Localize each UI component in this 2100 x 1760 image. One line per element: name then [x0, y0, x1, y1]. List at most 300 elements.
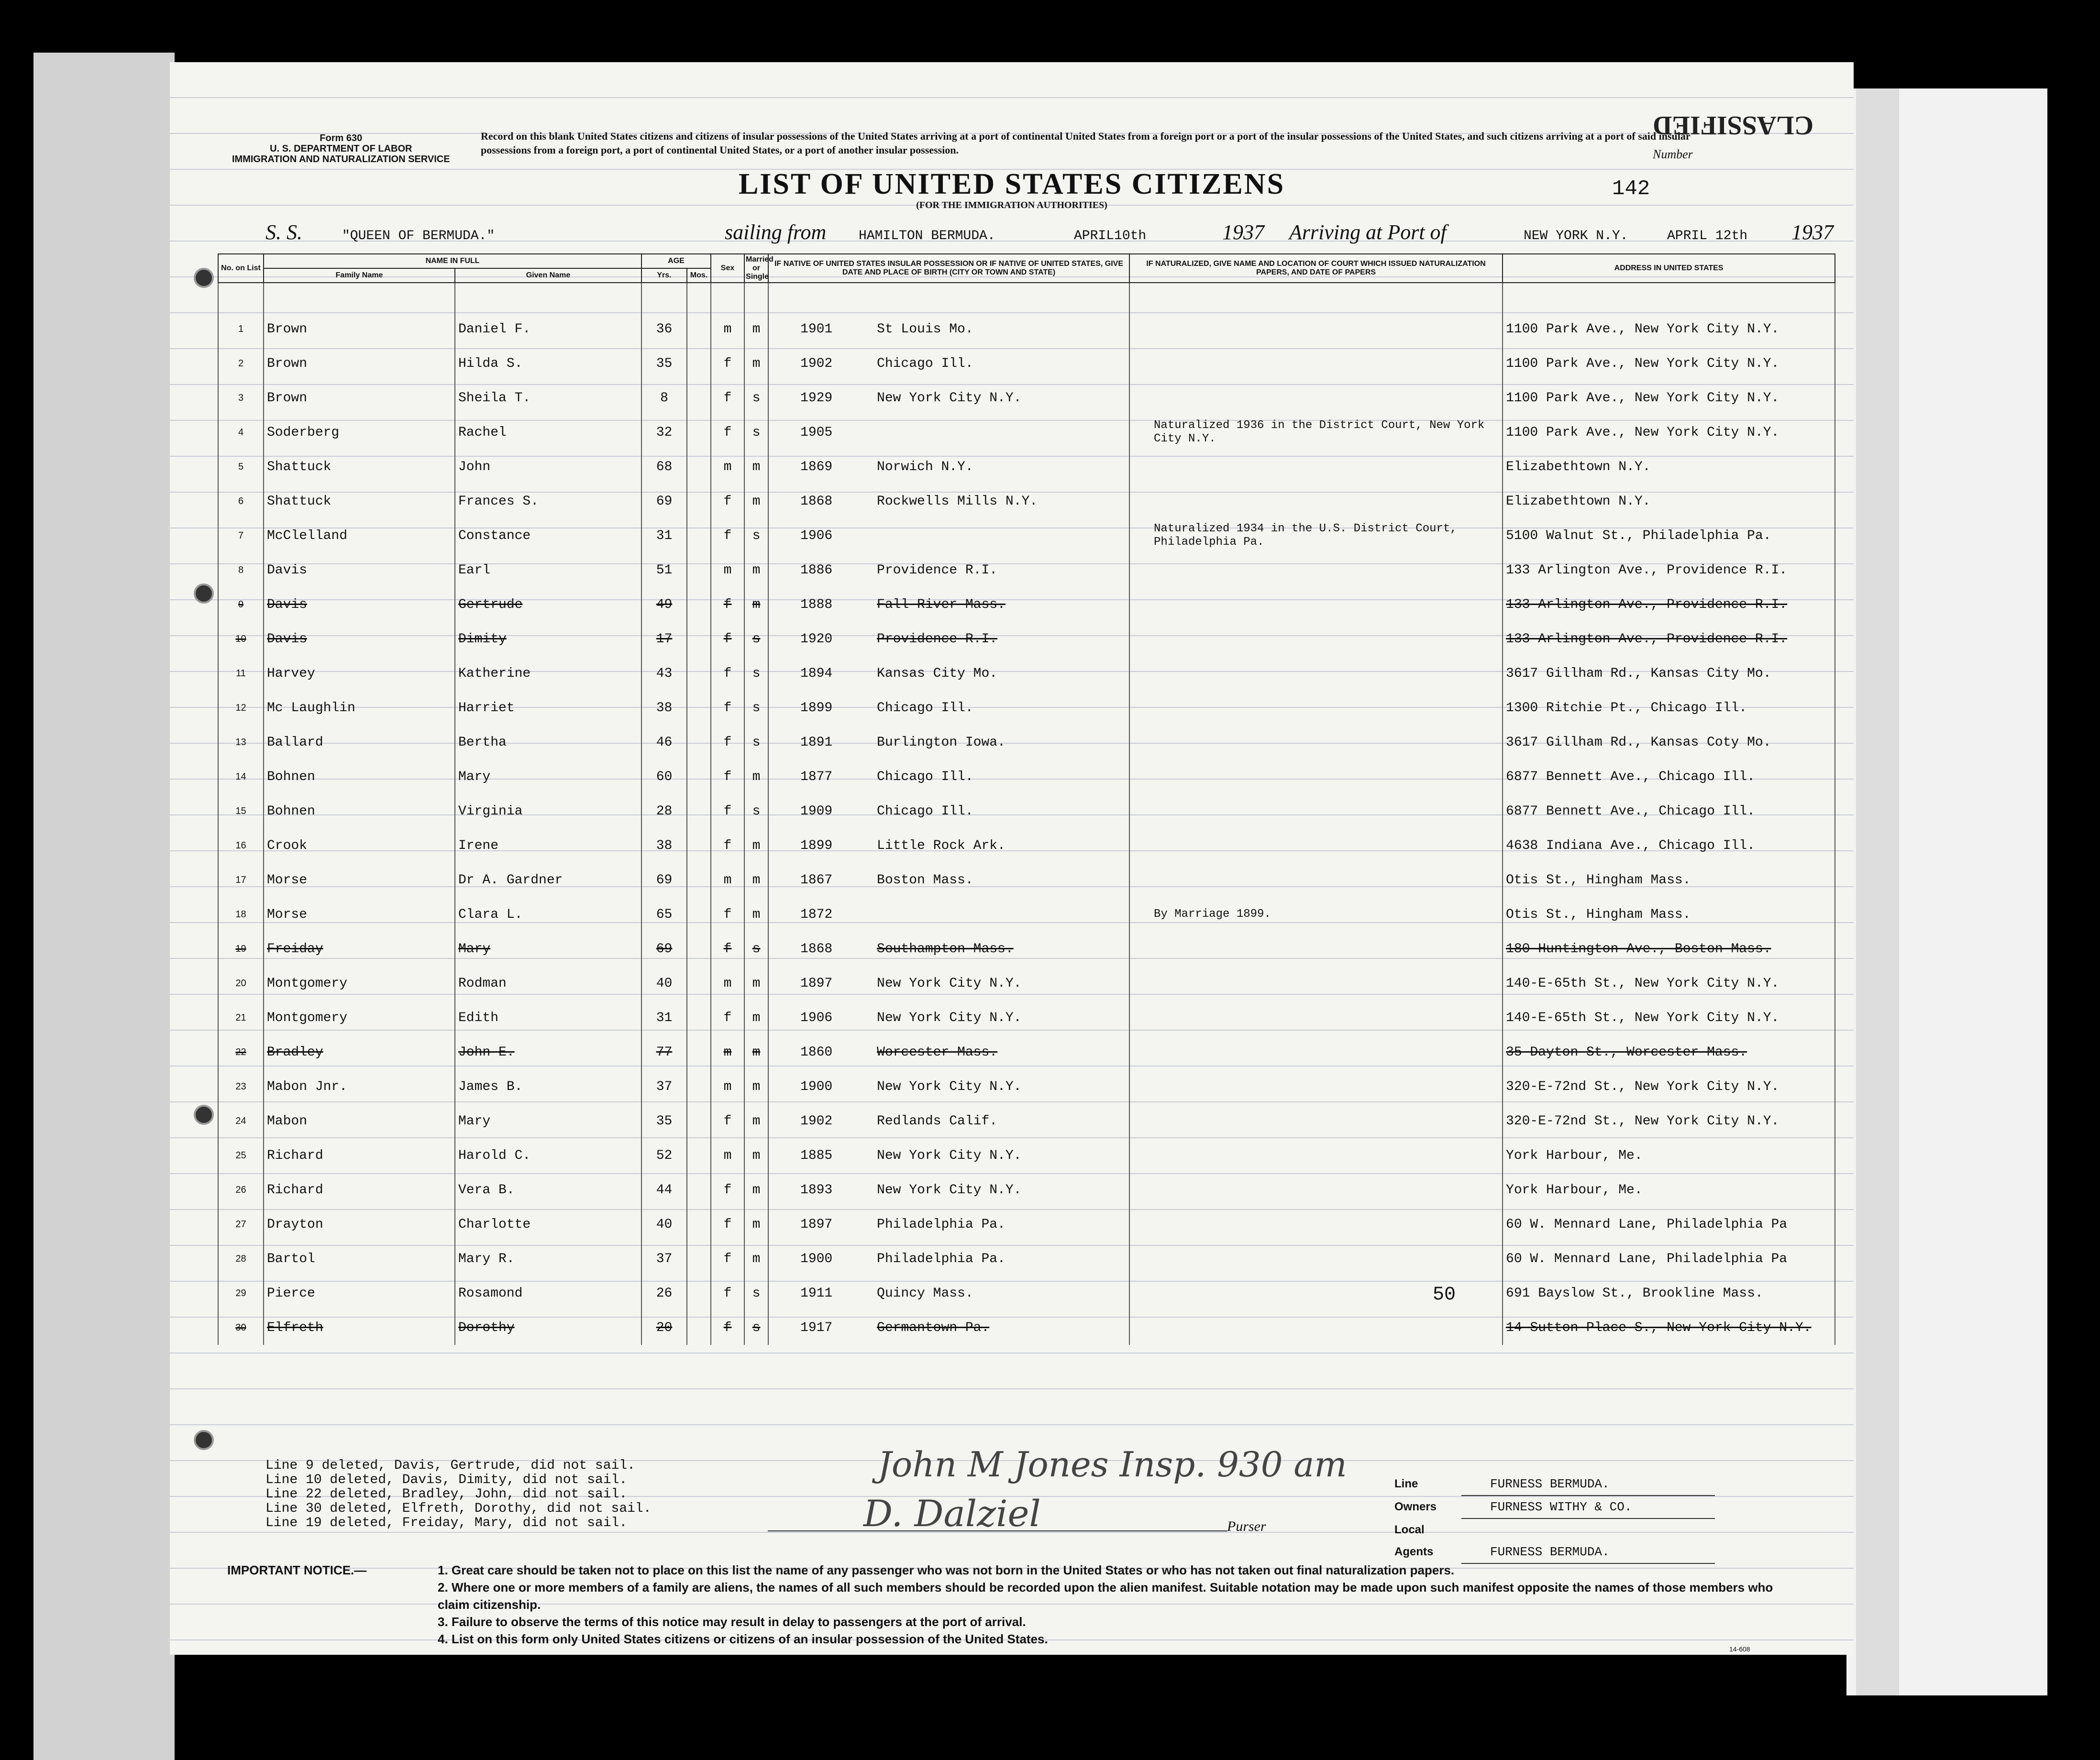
ms-cell: s: [744, 691, 768, 725]
family-cell: Ballard: [264, 725, 455, 759]
punch-hole: [194, 1430, 214, 1450]
agents-label: Local Agents: [1394, 1523, 1434, 1558]
birth-year: 1869: [800, 459, 833, 474]
ship-name: "QUEEN OF BERMUDA.": [342, 229, 495, 243]
number-label: Number: [1653, 147, 1693, 161]
owners-label: Owners: [1394, 1500, 1437, 1513]
table-row: [218, 415, 1835, 450]
sex-cell: m: [711, 863, 744, 897]
age-cell: 60: [641, 759, 687, 794]
given-cell: Mary R.: [455, 1242, 641, 1276]
birth-place: Chicago Ill.: [877, 356, 973, 371]
given-cell: Mary: [455, 1104, 641, 1138]
ss-label: S. S.: [265, 220, 302, 244]
birth-year: 1917: [800, 1320, 833, 1335]
months-cell: [687, 1242, 711, 1276]
birth-place: Rockwells Mills N.Y.: [877, 494, 1038, 509]
address-cell: 6877 Bennett Ave., Chicago Ill.: [1503, 759, 1835, 794]
naturalization-cell: [1129, 587, 1503, 622]
table-row: [218, 381, 1835, 415]
months-cell: [687, 1138, 711, 1173]
ms-cell: m: [744, 759, 768, 794]
given-cell: Charlotte: [455, 1207, 641, 1242]
address-cell: Elizabethtown N.Y.: [1503, 484, 1835, 518]
given-cell: Harold C.: [455, 1138, 641, 1173]
family-cell: Drayton: [264, 1207, 455, 1242]
family-cell: Brown: [264, 346, 455, 381]
marginal-number: 50: [1433, 1284, 1456, 1306]
family-cell: Crook: [264, 828, 455, 863]
family-cell: Harvey: [264, 656, 455, 691]
classification-stamp: CLASSIFIED: [1653, 110, 1814, 140]
months-cell: [687, 518, 711, 553]
birth-place: Redlands Calif.: [877, 1113, 998, 1129]
no-cell: 29: [218, 1276, 264, 1310]
no-cell: 10: [218, 622, 264, 656]
family-cell: McClelland: [264, 518, 455, 553]
naturalization-cell: [1129, 794, 1503, 828]
birth-cell: [768, 415, 1129, 450]
sex-cell: m: [711, 450, 744, 484]
family-cell: Shattuck: [264, 484, 455, 518]
address-cell: 691 Bayslow St., Brookline Mass.: [1503, 1276, 1835, 1310]
naturalization-cell: [1129, 759, 1503, 794]
sex-cell: f: [711, 932, 744, 966]
birth-year: 1872: [800, 907, 833, 922]
agents-value: FURNESS BERMUDA.: [1461, 1541, 1715, 1564]
months-cell: [687, 656, 711, 691]
address-cell: 140-E-65th St., New York City N.Y.: [1503, 966, 1835, 1001]
months-cell: [687, 450, 711, 484]
age-cell: 69: [641, 484, 687, 518]
age-cell: 20: [641, 1310, 687, 1345]
months-cell: [687, 381, 711, 415]
ms-cell: s: [744, 381, 768, 415]
given-cell: Vera B.: [455, 1173, 641, 1207]
ms-cell: m: [744, 1035, 768, 1069]
age-cell: 17: [641, 622, 687, 656]
table-row: [218, 587, 1835, 622]
no-cell: 5: [218, 450, 264, 484]
naturalization-cell: [1129, 450, 1503, 484]
important-notice: [227, 1562, 1806, 1648]
birth-year: 1886: [800, 562, 833, 578]
birth-cell: [768, 1207, 1129, 1242]
table-row: [218, 1173, 1835, 1207]
family-cell: Soderberg: [264, 415, 455, 450]
notice-heading: IMPORTANT NOTICE.—: [227, 1563, 367, 1577]
age-cell: 37: [641, 1069, 687, 1104]
birth-cell: [768, 1035, 1129, 1069]
age-cell: 35: [641, 346, 687, 381]
ms-cell: m: [744, 897, 768, 932]
line-label: Line: [1394, 1477, 1418, 1490]
months-cell: [687, 1069, 711, 1104]
address-cell: 3617 Gillham Rd., Kansas City Mo.: [1503, 656, 1835, 691]
sex-cell: f: [711, 897, 744, 932]
table-row: [218, 863, 1835, 897]
birth-year: 1867: [800, 872, 833, 888]
given-cell: Constance: [455, 518, 641, 553]
birth-year: 1905: [800, 425, 833, 440]
birth-place: New York City N.Y.: [877, 976, 1022, 991]
family-cell: Mabon: [264, 1104, 455, 1138]
months-cell: [687, 553, 711, 587]
header-married: Married or Single: [744, 254, 768, 283]
birth-year: 1891: [800, 735, 833, 750]
address-cell: 60 W. Mennard Lane, Philadelphia Pa: [1503, 1207, 1835, 1242]
naturalization-cell: [1129, 1207, 1503, 1242]
months-cell: [687, 828, 711, 863]
ms-cell: s: [744, 415, 768, 450]
header-no: No. on List: [218, 254, 264, 283]
birth-cell: [768, 1310, 1129, 1345]
birth-year: 1885: [800, 1148, 833, 1163]
months-cell: [687, 725, 711, 759]
sex-cell: f: [711, 381, 744, 415]
birth-cell: [768, 518, 1129, 553]
birth-cell: [768, 932, 1129, 966]
birth-place: Chicago Ill.: [877, 769, 973, 784]
naturalization-cell: [1129, 932, 1503, 966]
ms-cell: m: [744, 1104, 768, 1138]
passenger-table: [218, 253, 1835, 1345]
form-number: Form 630: [320, 133, 363, 143]
table-row: [218, 1035, 1835, 1069]
months-cell: [687, 312, 711, 346]
birth-cell: [768, 1138, 1129, 1173]
address-cell: 35 Dayton St., Worcester Mass.: [1503, 1035, 1835, 1069]
address-cell: Otis St., Hingham Mass.: [1503, 897, 1835, 932]
birth-place: Norwich N.Y.: [877, 459, 973, 474]
naturalization-cell: By Marriage 1899.: [1129, 897, 1503, 932]
age-cell: 38: [641, 828, 687, 863]
table-row: [218, 312, 1835, 346]
arrival-port: NEW YORK N.Y.: [1524, 229, 1628, 243]
birth-place: New York City N.Y.: [877, 1079, 1022, 1094]
age-cell: 38: [641, 691, 687, 725]
given-cell: Gertrude: [455, 587, 641, 622]
naturalization-cell: [1129, 691, 1503, 725]
birth-year: 1900: [800, 1251, 833, 1266]
birth-cell: [768, 1173, 1129, 1207]
form-header: [232, 133, 450, 165]
header-mos: Mos.: [687, 268, 711, 283]
given-cell: Mary: [455, 932, 641, 966]
table-row: [218, 1310, 1835, 1345]
given-cell: Edith: [455, 1001, 641, 1035]
months-cell: [687, 1035, 711, 1069]
deletion-notes: [265, 1459, 652, 1530]
family-cell: Bohnen: [264, 794, 455, 828]
birth-cell: [768, 381, 1129, 415]
months-cell: [687, 897, 711, 932]
age-cell: 35: [641, 1104, 687, 1138]
birth-cell: [768, 1104, 1129, 1138]
family-cell: Brown: [264, 381, 455, 415]
list-number: 142: [1612, 177, 1650, 201]
departure-date: APRIL10th: [1074, 229, 1147, 243]
given-cell: Harriet: [455, 691, 641, 725]
given-cell: Earl: [455, 553, 641, 587]
given-cell: Sheila T.: [455, 381, 641, 415]
birth-place: New York City N.Y.: [877, 1182, 1022, 1198]
birth-place: New York City N.Y.: [877, 1010, 1022, 1025]
months-cell: [687, 1104, 711, 1138]
no-cell: 7: [218, 518, 264, 553]
ms-cell: s: [744, 1310, 768, 1345]
table-row: [218, 450, 1835, 484]
sex-cell: f: [711, 725, 744, 759]
table-row: [218, 759, 1835, 794]
naturalization-cell: [1129, 1069, 1503, 1104]
table-row: [218, 932, 1835, 966]
naturalization-cell: [1129, 484, 1503, 518]
birth-year: 1877: [800, 769, 833, 784]
deletion-note: Line 9 deleted, Davis, Gertrude, did not sail.: [265, 1458, 635, 1473]
notice-item: 1. Great care should be taken not to place on this list the name of any passenger who was not born in the United States or who has not taken out final naturalization papers.: [438, 1563, 1455, 1577]
sex-cell: m: [711, 553, 744, 587]
no-cell: 28: [218, 1242, 264, 1276]
departure-year: 1937: [1222, 220, 1264, 244]
naturalization-cell: [1129, 1173, 1503, 1207]
given-cell: Hilda S.: [455, 346, 641, 381]
age-cell: 46: [641, 725, 687, 759]
naturalization-cell: [1129, 1242, 1503, 1276]
address-cell: 320-E-72nd St., New York City N.Y.: [1503, 1069, 1835, 1104]
departure-port: HAMILTON BERMUDA.: [859, 229, 995, 243]
age-cell: 31: [641, 518, 687, 553]
table-row: [218, 622, 1835, 656]
age-cell: 65: [641, 897, 687, 932]
no-cell: 17: [218, 863, 264, 897]
voyage-line: [265, 220, 1835, 253]
address-cell: 5100 Walnut St., Philadelphia Pa.: [1503, 518, 1835, 553]
birth-cell: [768, 1276, 1129, 1310]
address-cell: 133 Arlington Ave., Providence R.I.: [1503, 622, 1835, 656]
birth-place: Little Rock Ark.: [877, 838, 1006, 853]
department-name: U. S. DEPARTMENT OF LABOR: [270, 143, 412, 154]
given-cell: Rachel: [455, 415, 641, 450]
birth-year: 1911: [800, 1286, 833, 1301]
table-row: [218, 1276, 1835, 1310]
months-cell: [687, 346, 711, 381]
table-row: [218, 1001, 1835, 1035]
naturalization-cell: [1129, 656, 1503, 691]
naturalization-cell: Naturalized 1934 in the U.S. District Court, Philadelphia Pa.: [1129, 518, 1503, 553]
sex-cell: f: [711, 794, 744, 828]
ms-cell: m: [744, 1069, 768, 1104]
sex-cell: f: [711, 415, 744, 450]
naturalization-cell: [1129, 312, 1503, 346]
address-cell: 320-E-72nd St., New York City N.Y.: [1503, 1104, 1835, 1138]
age-cell: 68: [641, 450, 687, 484]
months-cell: [687, 1207, 711, 1242]
ms-cell: s: [744, 656, 768, 691]
ms-cell: s: [744, 725, 768, 759]
sex-cell: f: [711, 1001, 744, 1035]
sex-cell: m: [711, 1035, 744, 1069]
deletion-note: Line 19 deleted, Freiday, Mary, did not sail.: [265, 1516, 628, 1530]
table-row: [218, 966, 1835, 1001]
ms-cell: s: [744, 932, 768, 966]
page-fold: [1856, 88, 1899, 1695]
family-cell: Morse: [264, 897, 455, 932]
birth-year: 1900: [800, 1079, 833, 1094]
naturalization-cell: [1129, 1035, 1503, 1069]
notice-item: 3. Failure to observe the terms of this notice may result in delay to passengers at the port of arrival.: [438, 1615, 1026, 1629]
naturalization-cell: [1129, 622, 1503, 656]
months-cell: [687, 794, 711, 828]
header-yrs: Yrs.: [641, 268, 687, 283]
page-subtitle: (FOR THE IMMIGRATION AUTHORITIES): [916, 200, 1107, 210]
ms-cell: m: [744, 587, 768, 622]
no-cell: 23: [218, 1069, 264, 1104]
service-name: IMMIGRATION AND NATURALIZATION SERVICE: [232, 154, 450, 165]
no-cell: 30: [218, 1310, 264, 1345]
address-cell: 1100 Park Ave., New York City N.Y.: [1503, 346, 1835, 381]
no-cell: 6: [218, 484, 264, 518]
address-cell: 180 Huntington Ave., Boston Mass.: [1503, 932, 1835, 966]
family-cell: Richard: [264, 1173, 455, 1207]
birth-year: 1901: [800, 321, 833, 337]
no-cell: 2: [218, 346, 264, 381]
no-cell: 20: [218, 966, 264, 1001]
sex-cell: f: [711, 518, 744, 553]
naturalization-cell: [1129, 1310, 1503, 1345]
no-cell: 4: [218, 415, 264, 450]
ms-cell: m: [744, 1242, 768, 1276]
address-cell: Elizabethtown N.Y.: [1503, 450, 1835, 484]
months-cell: [687, 691, 711, 725]
months-cell: [687, 966, 711, 1001]
birth-place: Chicago Ill.: [877, 803, 973, 819]
given-cell: Frances S.: [455, 484, 641, 518]
table-row: [218, 1207, 1835, 1242]
ms-cell: m: [744, 484, 768, 518]
birth-cell: [768, 553, 1129, 587]
ms-cell: s: [744, 794, 768, 828]
header-birth: IF NATIVE OF UNITED STATES INSULAR POSSESSION OR IF NATIVE OF UNITED STATES, GIVE DATE AND PLACE OF BIRTH (CITY OR TOWN AND STATE): [768, 254, 1129, 283]
no-cell: 1: [218, 312, 264, 346]
birth-place: Philadelphia Pa.: [877, 1251, 1006, 1266]
no-cell: 19: [218, 932, 264, 966]
months-cell: [687, 484, 711, 518]
family-cell: Freiday: [264, 932, 455, 966]
months-cell: [687, 415, 711, 450]
family-cell: Mc Laughlin: [264, 691, 455, 725]
notice-item: 4. List on this form only United States citizens or citizens of an insular possession of the United States.: [438, 1632, 1048, 1646]
age-cell: 43: [641, 656, 687, 691]
naturalization-cell: [1129, 1001, 1503, 1035]
header-name: NAME IN FULL: [264, 254, 641, 268]
manifest-page: [170, 62, 1854, 1655]
sex-cell: f: [711, 1276, 744, 1310]
birth-cell: [768, 725, 1129, 759]
age-cell: 32: [641, 415, 687, 450]
months-cell: [687, 587, 711, 622]
birth-year: 1902: [800, 1113, 833, 1129]
birth-cell: [768, 312, 1129, 346]
no-cell: 15: [218, 794, 264, 828]
no-cell: 9: [218, 587, 264, 622]
sex-cell: f: [711, 587, 744, 622]
birth-place: Burlington Iowa.: [877, 735, 1006, 750]
age-cell: 8: [641, 381, 687, 415]
arrival-year: 1937: [1791, 220, 1834, 244]
birth-cell: [768, 1069, 1129, 1104]
address-cell: 133 Arlington Ave., Providence R.I.: [1503, 587, 1835, 622]
sailing-label: sailing from: [725, 220, 827, 244]
address-cell: 3617 Gillham Rd., Kansas Coty Mo.: [1503, 725, 1835, 759]
months-cell: [687, 1276, 711, 1310]
birth-cell: [768, 622, 1129, 656]
birth-year: 1868: [800, 494, 833, 509]
birth-cell: [768, 966, 1129, 1001]
no-cell: 12: [218, 691, 264, 725]
birth-cell: [768, 828, 1129, 863]
sex-cell: m: [711, 1138, 744, 1173]
sex-cell: f: [711, 1242, 744, 1276]
birth-cell: [768, 1001, 1129, 1035]
family-cell: Bartol: [264, 1242, 455, 1276]
family-cell: Davis: [264, 553, 455, 587]
sex-cell: m: [711, 966, 744, 1001]
given-cell: Irene: [455, 828, 641, 863]
family-cell: Davis: [264, 622, 455, 656]
birth-cell: [768, 759, 1129, 794]
table-row: [218, 346, 1835, 381]
birth-place: Worcester Mass.: [877, 1045, 998, 1060]
header-sex: Sex: [711, 254, 744, 283]
age-cell: 28: [641, 794, 687, 828]
given-cell: Dr A. Gardner: [455, 863, 641, 897]
ms-cell: m: [744, 346, 768, 381]
given-cell: John E.: [455, 1035, 641, 1069]
address-cell: 4638 Indiana Ave., Chicago Ill.: [1503, 828, 1835, 863]
months-cell: [687, 932, 711, 966]
months-cell: [687, 1001, 711, 1035]
given-cell: Daniel F.: [455, 312, 641, 346]
naturalization-cell: [1129, 828, 1503, 863]
birth-place: Providence R.I.: [877, 631, 998, 647]
birth-year: 1906: [800, 1010, 833, 1025]
age-cell: 69: [641, 863, 687, 897]
age-cell: 40: [641, 966, 687, 1001]
no-cell: 25: [218, 1138, 264, 1173]
birth-year: 1897: [800, 976, 833, 991]
given-cell: Rosamond: [455, 1276, 641, 1310]
ms-cell: m: [744, 1173, 768, 1207]
header-family: Family Name: [264, 268, 455, 283]
no-cell: 11: [218, 656, 264, 691]
birth-year: 1929: [800, 390, 833, 406]
age-cell: 51: [641, 553, 687, 587]
given-cell: Bertha: [455, 725, 641, 759]
birth-place: Southampton Mass.: [877, 941, 1014, 957]
given-cell: Mary: [455, 759, 641, 794]
punch-hole: [194, 1105, 214, 1125]
naturalization-cell: Naturalized 1936 in the District Court, New York City N.Y.: [1129, 415, 1503, 450]
family-cell: Mabon Jnr.: [264, 1069, 455, 1104]
no-cell: 16: [218, 828, 264, 863]
birth-place: Germantown Pa.: [877, 1320, 990, 1335]
birth-cell: [768, 897, 1129, 932]
punch-hole: [194, 583, 214, 604]
family-cell: Montgomery: [264, 966, 455, 1001]
no-cell: 8: [218, 553, 264, 587]
table-row: [218, 518, 1835, 553]
